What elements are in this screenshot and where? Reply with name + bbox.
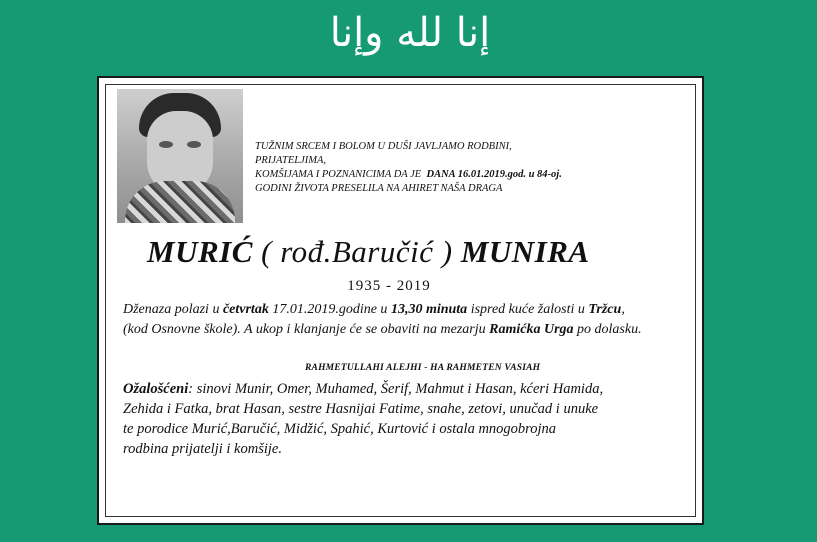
mourners-line-2: Zehida i Fatka, brat Hasan, sestre Hasnijai Fatime, snahe, zetovi, unučad i unuke — [123, 401, 599, 417]
mourners-label: Ožalošćeni — [123, 381, 189, 397]
obituary-card — [97, 76, 704, 525]
funeral-line-1: Dženaza polazi u četvrtak 17.01.2019.godine u 13,30 minuta ispred kuće žalosti u Tržcu, — [123, 302, 625, 317]
life-years: 1935 - 2019 — [347, 278, 431, 294]
deceased-name — [147, 234, 647, 270]
first-name: MUNIRA — [460, 234, 590, 269]
mourners-line-1: Ožalošćeni: sinovi Munir, Omer, Muhamed, Šerif, Mahmut i Hasan, kćeri Hamida, — [123, 381, 604, 397]
intro-line-2: KOMŠIJAMA I POZNANICIMA DA JE DANA 16.01.2019.god. u 84-oj. — [255, 169, 562, 180]
funeral-details — [123, 300, 693, 340]
mourners-list — [123, 379, 693, 459]
funeral-line-2: (kod Osnovne škole). A ukop i klanjanje će se obaviti na mezarju Ramićka Urga po dolasku. — [123, 322, 642, 337]
intro-line-1: TUŽNIM SRCEM I BOLOM U DUŠI JAVLJAMO RODBINI, PRIJATELJIMA, — [255, 141, 512, 166]
arabic-header: إنا لله وإنا — [329, 10, 491, 56]
mourners-line-3: te porodice Murić,Baručić, Midžić, Spahić, Kurtović i ostala mnogobrojna — [123, 421, 557, 437]
announcement-text — [255, 140, 585, 196]
mourners-line-4: rodbina prijatelji i komšije. — [123, 441, 282, 457]
intro-line-3: GODINI ŽIVOTA PRESELILA NA AHIRET NAŠA DRAGA — [255, 183, 503, 194]
prayer-line: RAHMETULLAHI ALEJHI - HA RAHMETEN VASIAH — [305, 363, 541, 373]
maiden-name: ( rođ.Baručić ) — [261, 234, 453, 269]
death-date: DANA 16.01.2019.god. u 84-oj. — [426, 169, 562, 180]
portrait-photo — [117, 89, 243, 223]
surname: MURIĆ — [147, 234, 253, 269]
